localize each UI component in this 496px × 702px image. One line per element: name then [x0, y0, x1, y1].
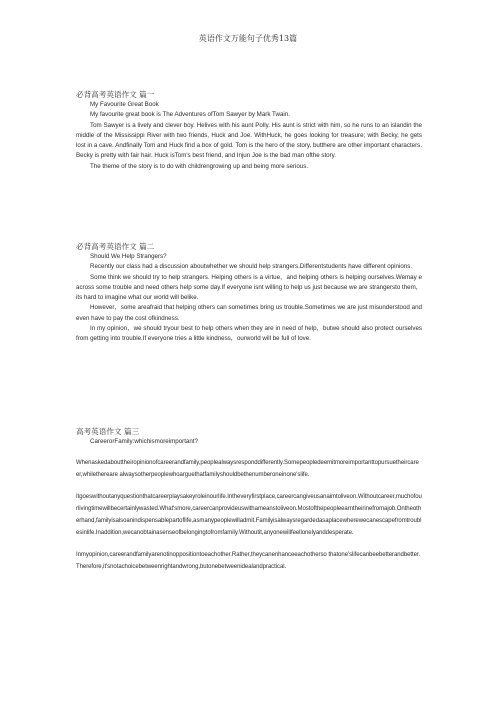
section-heading: 高考英语作文 篇三: [76, 427, 140, 436]
paragraph: Tom Sawyer is a lively and clever boy. Helives with his aunt Polly. His aunt is strict with him, so he runs to an islandin the middle of the Mississippi River with two friends, Huck and Joe. WithHuck, he goes looking for treasure; with Becky, he gets lost in a cave. Andfinally Tom and Huck find a box of gold. Tom is the hero of the story, butthere are other important characters. Becky is pretty with fair hair. Huck isTom's best friend, and Injun Joe is the bad man ofthe story.: [76, 121, 422, 160]
essay-title: My Favourite Great Book: [90, 101, 159, 108]
paragraph: Itgoeswithoutanyquestionthatcareerplaysakeyroleinourlife.Intheveryfirstplace,careercangiveusanaimtoliveon.Withoutcareer,muchofourlivingtimewillbecertainlywasted.What'smore,careercanprovideuswithameanstoliveon.Mostofthepeopleearntheirinefromajob.Ontheotherhand,familyisalsoanindispensablepartoflife,asmanypeoplewilladmit.Familyisalwaysregardedasaplacewherewecanescapefromtroublesinlife.Inaddition,wecanobtainasenseofbelongingtofromfamily.Withoutit,anyonewillfeellonelyanddesperate.: [76, 494, 422, 537]
paragraph: Whenaskedabouttheiropinionofcareerandfamily,peoplealwaysresponddifferently.Somepeopledeemitmoreimportanttopursuetheircareer,whilethereare alwaysotherpeoplewhoarguethatfamilyshouldbethenumberoneinone'slife.: [76, 460, 419, 479]
paragraph: However，some areafraid that helping others can sometimes bring us trouble.Sometimes we are just misunderstood and even have to pay the cost ofkindness.: [76, 304, 422, 322]
paragraph: Some think we should try to help strangers. Helping others is a virtue，and helping others is helping ourselves.Wemay e across some trouble and need others help some day.If everyone isnt willing to help us just because we are strangersto them，its hard to imagine what our world will belike.: [76, 273, 422, 302]
essay-section-1: [76, 89, 422, 172]
section-heading: 必背高考英语作文 篇一: [76, 90, 155, 99]
document-title: 英语作文万能句子优秀13篇: [198, 34, 298, 43]
paragraph: In my opinion，we should tryour best to help others when they are in need of help，butwe should also protect ourselves from getting into trouble.If everyone tries a little kindness，ourworld will be full of love.: [76, 325, 422, 343]
essay-title: Should We Help Strangers?: [90, 253, 167, 260]
essay-title: CareerorFamily:whichismoreimportant?: [90, 438, 198, 445]
paragraph: The theme of the story is to do with childrengrowing up and being more serious.: [90, 162, 309, 170]
essay-section-2: [76, 241, 422, 345]
essay-section-3: [76, 426, 422, 573]
paragraph: Inmyopinion,careerandfamilyarenotinoppositiontoeachother.Rather,theycanenhanceeachotherso thatone'slifecanbeebetterandbetter.Therefore,it'snotachoicebetweenrightandwrong,butonebetweenidealandpractical.: [76, 552, 421, 571]
paragraph: My favourite great book is The Adventures ofTom Sawyer by Mark Twain.: [90, 111, 290, 119]
paragraph: Recently our class had a discussion aboutwhether we should help strangers.Differentstudents have different opinions.: [90, 263, 413, 271]
section-heading: 必背高考英语作文 篇二: [76, 242, 155, 251]
